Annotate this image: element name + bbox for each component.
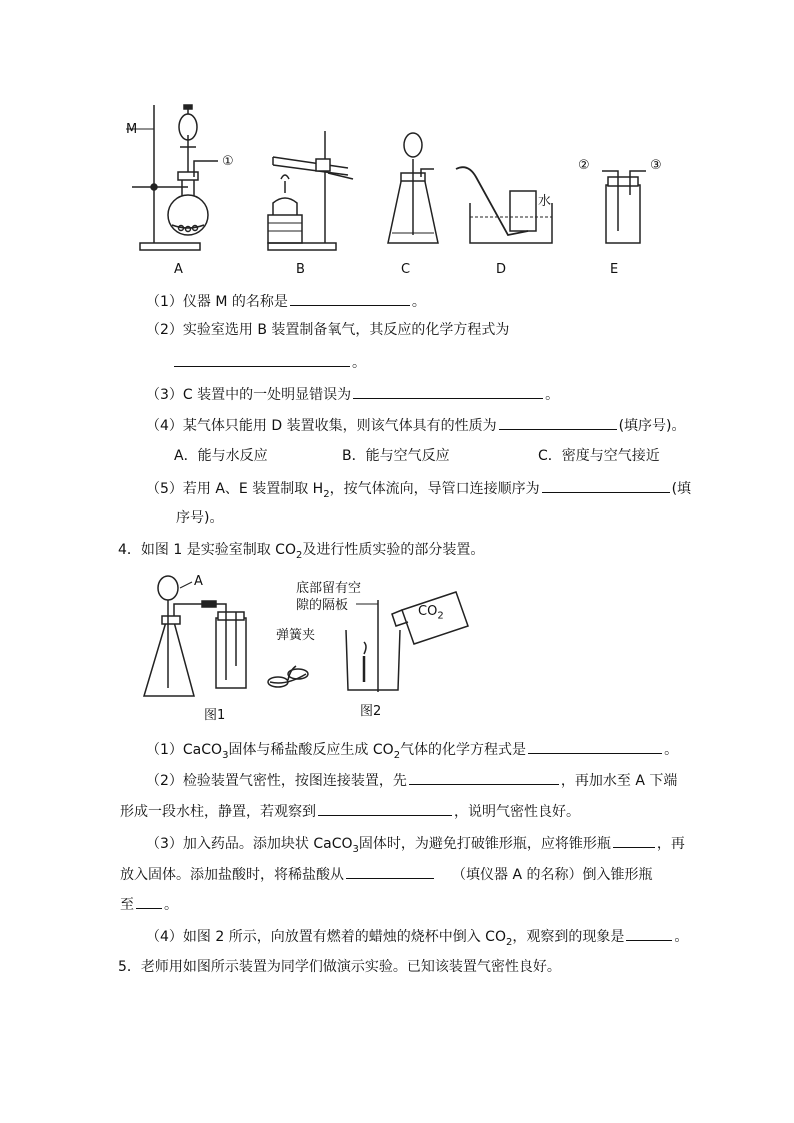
q3-part-2: （2）实验室选用 B 装置制备氧气，其反应的化学方程式为 [146, 322, 510, 338]
q3-part-2-answer: 。 [172, 351, 366, 373]
answer-blank[interactable] [318, 800, 452, 816]
answer-blank[interactable] [613, 832, 655, 848]
q3-part-4: （4）某气体只能用 D 装置收集，则该气体具有的性质为 (填序号)。 [146, 414, 686, 436]
answer-blank[interactable] [542, 477, 670, 493]
apparatus-e [602, 171, 646, 243]
answer-blank[interactable] [528, 738, 662, 754]
q4-part-2: （2）检验装置气密性，按图连接装置，先 ，再加水至 A 下端 [146, 769, 677, 791]
q5-intro: 5．老师用如图所示装置为同学们做演示实验。已知该装置气密性良好。 [118, 959, 561, 975]
apparatus-d [456, 167, 552, 243]
q4-part-2-cont: 形成一段水柱，静置，若观察到 ，说明气密性良好。 [120, 800, 580, 822]
q3-part-1: （1）仪器 M 的名称是 。 [146, 290, 426, 312]
answer-blank[interactable] [499, 414, 617, 430]
q3-option-b: B．能与空气反应 [342, 448, 450, 464]
apparatus-b [268, 131, 353, 250]
apparatus-c [388, 133, 438, 243]
answer-blank[interactable] [353, 383, 543, 399]
q4-part-3: （3）加入药品。添加块状 CaCO$_3$固体时，为避免打破锥形瓶，应将锥形瓶 ，再 [146, 832, 685, 854]
answer-blank[interactable] [346, 863, 434, 879]
label-tube-1: ① [222, 154, 234, 169]
q3-part-5-cont: 序号)。 [176, 510, 224, 526]
q3-part-5: （5）若用 A、E 装置制取 $H_2$，按气体流向，导管口连接顺序为 (填 [146, 477, 691, 499]
apparatus-a [126, 105, 218, 250]
caption-figure-2: 图2 [360, 704, 382, 719]
caption-d: D [496, 262, 507, 277]
caption-figure-1: 图1 [204, 708, 226, 723]
rubber-tube [202, 601, 216, 607]
label-m: M [126, 122, 138, 137]
label-tube-2: ② [578, 158, 590, 173]
caption-e: E [610, 262, 619, 277]
q4-part-1: （1）CaCO$_3$固体与稀盐酸反应生成 $CO_2$气体的化学方程式是 。 [146, 738, 678, 760]
q3-part-3: （3）C 装置中的一处明显错误为 。 [146, 383, 559, 405]
caption-a: A [174, 262, 183, 277]
label-partition-line-2: 隙的隔板 [296, 598, 349, 613]
caption-b: B [296, 262, 305, 277]
label-co2-bottle: $CO_2$ [418, 604, 444, 622]
answer-blank[interactable] [290, 290, 410, 306]
answer-blank[interactable] [136, 893, 162, 909]
answer-blank[interactable] [409, 769, 559, 785]
spring-clip-drawing [268, 666, 308, 687]
q4-part-3-cont: 放入固体。添加盐酸时，将稀盐酸从 （填仪器 A 的名称）倒入锥形瓶 [120, 863, 652, 885]
q4-part-3-cont-2: 至 。 [120, 893, 178, 915]
q4-part-4: （4）如图 2 所示，向放置有燃着的蜡烛的烧杯中倒入 $CO_2$，观察到的现象是 。 [146, 925, 688, 947]
answer-blank[interactable] [174, 351, 350, 367]
answer-blank[interactable] [626, 925, 672, 941]
figure-1-conical-flask [144, 576, 210, 696]
apparatus-figure-a-to-e [118, 95, 718, 280]
label-spring-clip: 弹簧夹 [276, 628, 316, 643]
label-water: 水 [538, 194, 552, 209]
figure-1-collecting-bottle [216, 604, 246, 688]
q3-option-a: A．能与水反应 [174, 448, 268, 464]
q3-option-c: C．密度与空气接近 [538, 448, 660, 464]
label-partition-line-1: 底部留有空 [296, 581, 362, 596]
q4-intro: 4．如图 1 是实验室制取 $CO_2$及进行性质实验的部分装置。 [118, 542, 485, 561]
caption-c: C [401, 262, 411, 277]
label-tube-3: ③ [650, 158, 662, 173]
label-funnel-a: A [194, 574, 203, 589]
